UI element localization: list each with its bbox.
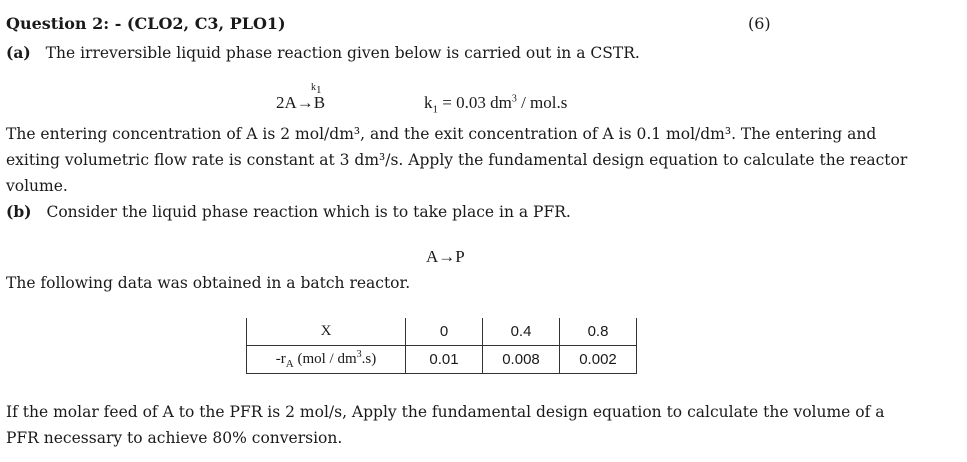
rate-header-unit: (mol / dm (293, 351, 357, 367)
question-title: Question 2: - (CLO2, C3, PLO1) (6, 14, 286, 33)
part-a-intro: The irreversible liquid phase reaction given below is carried out in a CSTR. (45, 44, 640, 62)
table-cell: 0.4 (483, 318, 560, 346)
reaction-k-symbol: k (311, 82, 316, 93)
table-cell: 0.002 (560, 346, 637, 374)
rate-header-prefix: -r (275, 351, 286, 367)
reaction-a-arrow: → (296, 93, 314, 112)
reaction-k-sub: 1 (316, 84, 322, 96)
final-line2: PFR necessary to achieve 80% conversion. (6, 429, 343, 447)
table-header-x: X (247, 318, 406, 346)
table-cell: 0.01 (406, 346, 483, 374)
rate-unit: / mol.s (516, 93, 568, 112)
part-b-heading (6, 199, 571, 225)
table-row-rate (247, 346, 637, 374)
batch-data-table (246, 318, 637, 374)
question-marks: (6) (748, 14, 771, 33)
rate-header-end: .s) (361, 351, 377, 367)
reaction-b-lhs: A (426, 247, 439, 266)
table-cell: 0.008 (483, 346, 560, 374)
reaction-b (426, 247, 465, 267)
reaction-b-arrow: → (438, 247, 456, 266)
part-a-label: (a) (6, 43, 31, 62)
reaction-a-lhs: 2A (276, 93, 297, 112)
reaction-a-rhs: B (313, 93, 326, 112)
part-a-line2: exiting volumetric flow rate is constant at 3 dm³/s. Apply the fundamental design equation to calculate the reactor (6, 151, 908, 169)
batch-text: The following data was obtained in a batch reactor. (6, 274, 411, 292)
rate-constant (424, 93, 567, 115)
rate-header-sub: A (285, 358, 294, 370)
part-a-line1: The entering concentration of A is 2 mol/dm³, and the exit concentration of A is 0.1 mol/dm³. The entering and (6, 125, 877, 143)
part-a-heading (6, 40, 640, 66)
rate-k: k (424, 93, 433, 112)
rate-value: = 0.03 dm (438, 93, 512, 112)
table-row-x (247, 318, 637, 346)
part-b-label: (b) (6, 202, 32, 221)
table-header-rate (247, 346, 406, 374)
rate-k-sub: 1 (432, 103, 438, 116)
reaction-a (276, 93, 325, 113)
table-cell: 0 (406, 318, 483, 346)
rate-value-sup: 3 (511, 93, 517, 105)
reaction-b-rhs: P (455, 247, 465, 266)
part-a-line3: volume. (6, 177, 68, 195)
part-b-intro: Consider the liquid phase reaction which is to take place in a PFR. (46, 203, 571, 221)
table-cell: 0.8 (560, 318, 637, 346)
final-line1: If the molar feed of A to the PFR is 2 mol/s, Apply the fundamental design equation to calculate the volume of a (6, 403, 885, 421)
rate-header-sup: 3 (356, 349, 362, 360)
